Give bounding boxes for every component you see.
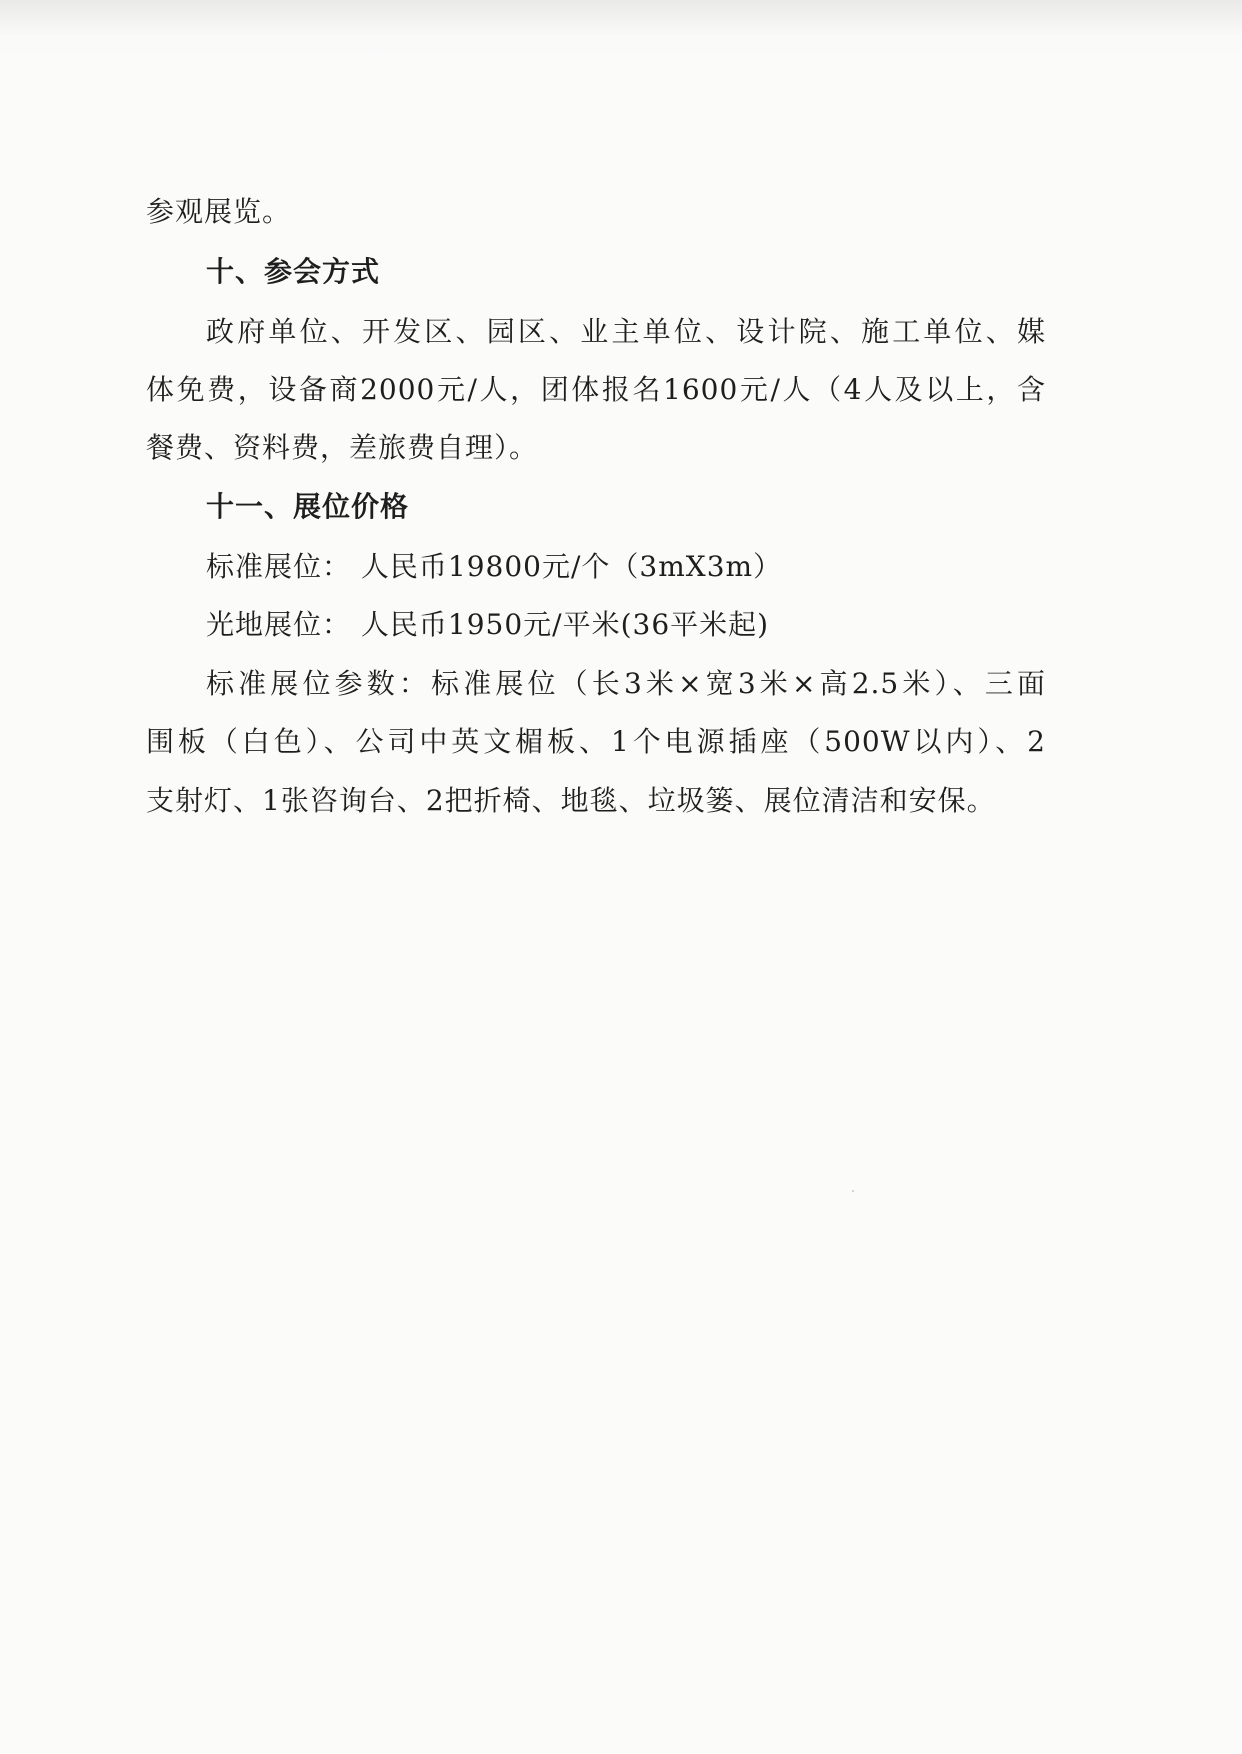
booth-params-line-1: 标准展位参数：标准展位（长3米×宽3米×高2.5米）、三面 bbox=[206, 667, 1046, 700]
section-10-line-2: 体免费，设备商2000元/人，团体报名1600元/人（4人及以上，含 bbox=[146, 373, 1046, 406]
section-11-heading: 十一、展位价格 bbox=[206, 490, 410, 523]
section-10-line-3: 餐费、资料费，差旅费自理）。 bbox=[146, 431, 539, 464]
continuation-text: 参观展览。 bbox=[146, 195, 292, 228]
booth-params-line-2: 围板（白色）、公司中英文楣板、1个电源插座（500W以内）、2 bbox=[146, 725, 1046, 758]
scan-speck bbox=[852, 1190, 854, 1192]
standard-booth-price: 标准展位： 人民币19800元/个（3mX3m） bbox=[206, 550, 783, 583]
section-10-heading: 十、参会方式 bbox=[206, 255, 381, 288]
booth-params-line-3: 支射灯、1张咨询台、2把折椅、地毯、垃圾篓、展位清洁和安保。 bbox=[146, 784, 996, 817]
raw-space-price: 光地展位： 人民币1950元/平米(36平米起) bbox=[206, 608, 770, 641]
section-10-line-1: 政府单位、开发区、园区、业主单位、设计院、施工单位、媒 bbox=[206, 315, 1046, 348]
